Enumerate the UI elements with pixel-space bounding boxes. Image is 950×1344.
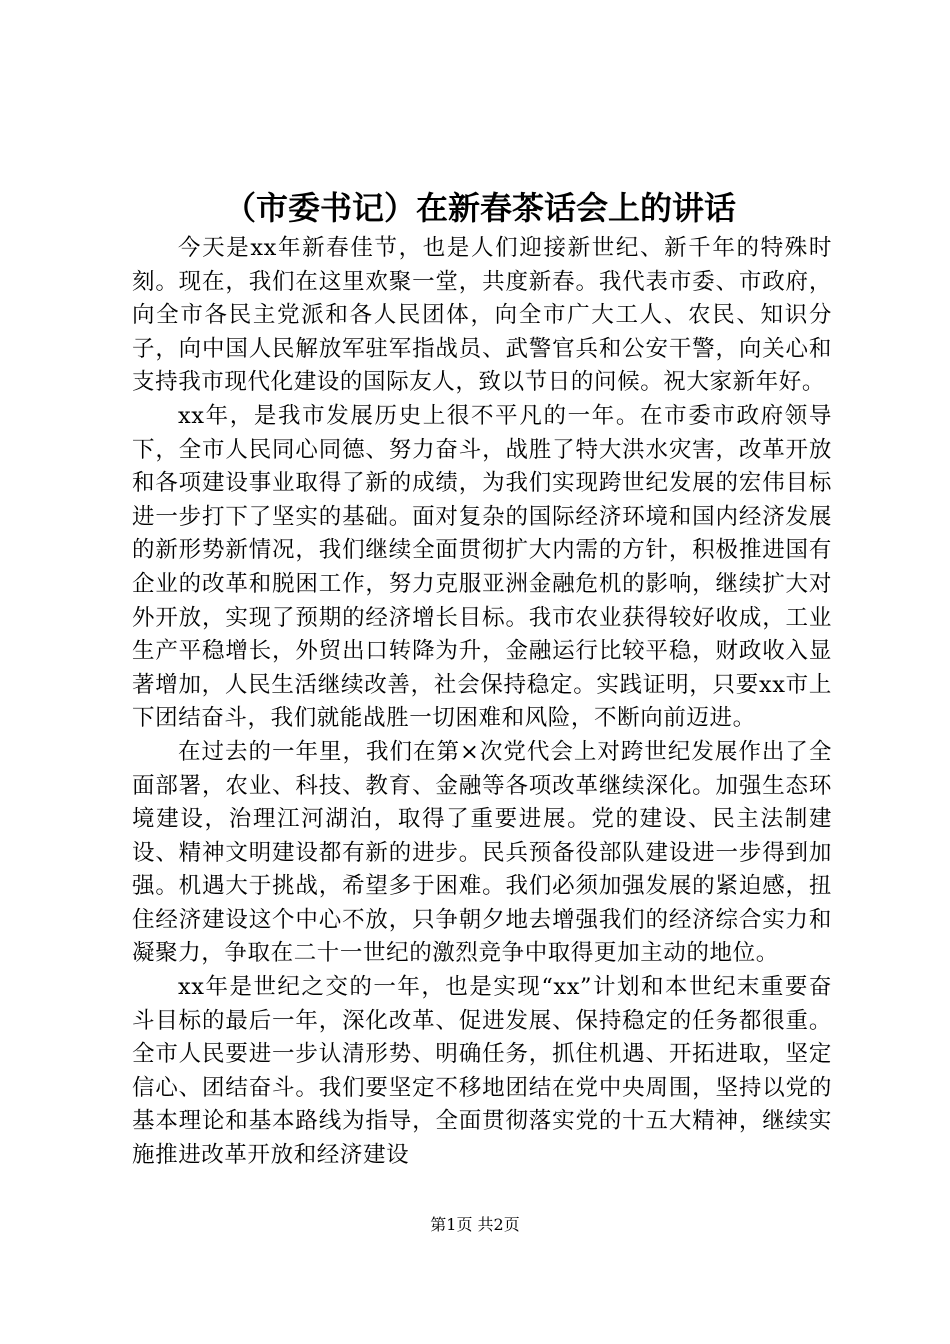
paragraph: 在过去的一年里，我们在第×次党代会上对跨世纪发展作出了全面部署，农业、科技、教育、金融等各项改革继续深化。加强生态环境建设，治理江河湖泊，取得了重要进展。党的建设、民主法制建设、精神文明建设都有新的进步。民兵预备役部队建设进一步得到加强。机遇大于挑战，希望多于困难。我们必须加强发展的紧迫感，扭住经济建设这个中心不放，只争朝夕地去增强我们的经济综合实力和凝聚力，争取在二十一世纪的激烈竞争中取得更加主动的地位。 [132, 738, 832, 967]
page-number-footer: 第1页 共2页 [430, 1215, 520, 1234]
paragraph: xx年是世纪之交的一年，也是实现“xx”计划和本世纪末重要奋斗目标的最后一年，深化改革、促进发展、保持稳定的任务都很重。全市人民要进一步认清形势、明确任务，抓住机遇、开拓进取，坚定信心、团结奋斗。我们要坚定不移地团结在党中央周围，坚持以党的基本理论和基本路线为指导，全面贯彻落实党的十五大精神，继续实施推进改革开放和经济建设 [132, 974, 832, 1169]
paragraph: 今天是xx年新春佳节，也是人们迎接新世纪、新千年的特殊时刻。现在，我们在这里欢聚一堂，共度新春。我代表市委、市政府，向全市各民主党派和各人民团体，向全市广大工人、农民、知识分子，向中国人民解放军驻军指战员、武警官兵和公安干警，向关心和支持我市现代化建设的国际友人，致以节日的问候。祝大家新年好。 [132, 235, 832, 396]
document-body [132, 232, 832, 1173]
document-title: （市委书记）在新春茶话会上的讲话 [223, 189, 736, 227]
paragraph: xx年，是我市发展历史上很不平凡的一年。在市委市政府领导下，全市人民同心同德、努力奋斗，战胜了特大洪水灾害，改革开放和各项建设事业取得了新的成绩，为我们实现跨世纪发展的宏伟目标进一步打下了坚实的基础。面对复杂的国际经济环境和国内经济发展的新形势新情况，我们继续全面贯彻扩大内需的方针，积极推进国有企业的改革和脱困工作，努力克服亚洲金融危机的影响，继续扩大对外开放，实现了预期的经济增长目标。我市农业获得较好收成，工业生产平稳增长，外贸出口转降为升，金融运行比较平稳，财政收入显著增加，人民生活继续改善，社会保持稳定。实践证明，只要xx市上下团结奋斗，我们就能战胜一切困难和风险，不断向前迈进。 [132, 402, 832, 732]
